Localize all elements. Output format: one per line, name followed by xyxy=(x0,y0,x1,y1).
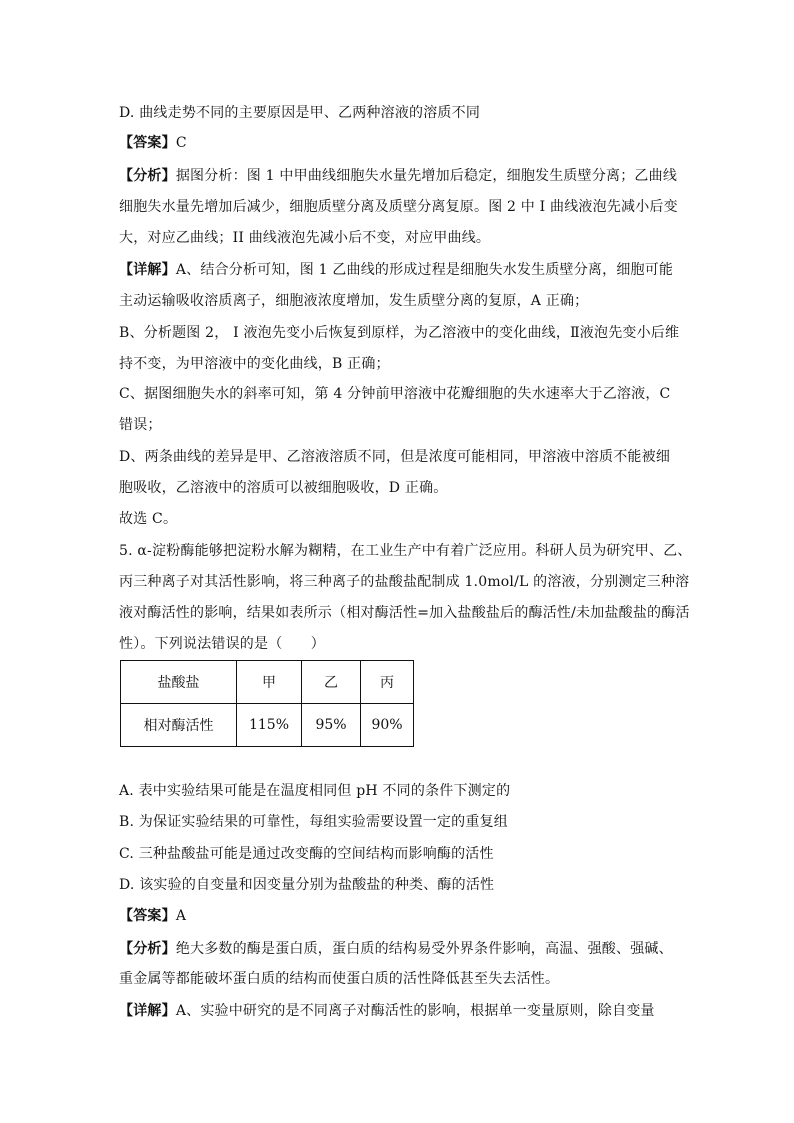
conclusion-line: 故选 C。 xyxy=(119,511,178,527)
text-line: 错误； xyxy=(119,417,162,433)
answer-line: 【答案】A xyxy=(119,908,187,924)
question-5-line: 5. α-淀粉酶能够把淀粉水解为糊精，在工业生产中有着广泛应用。科研人员为研究甲、乙、 xyxy=(119,543,692,559)
text-line: 细胞失水量先增加后减少，细胞质壁分离及质壁分离复原。图 2 中 I 曲线液泡先减小后变 xyxy=(119,199,678,215)
option-d-line: D. 该实验的自变量和因变量分别为盐酸盐的种类、酶的活性 xyxy=(119,877,495,893)
text-line: 大，对应乙曲线；II 曲线液泡先减小后不变，对应甲曲线。 xyxy=(119,230,491,246)
text-line: 主动运输吸收溶质离子，细胞液浓度增加，发生质壁分离的复原，A 正确； xyxy=(119,293,589,309)
text-line: C、据图细胞失水的斜率可知，第 4 分钟前甲溶液中花瓣细胞的失水速率大于乙溶液，C xyxy=(119,386,671,402)
answer-line: 【答案】C xyxy=(119,135,187,151)
text-line: 性）。下列说法错误的是（ ） xyxy=(119,636,325,652)
option-b-line: B. 为保证实验结果的可靠性，每组实验需要设置一定的重复组 xyxy=(119,814,508,830)
table-header-cell: 乙 xyxy=(302,661,361,704)
table-header-row xyxy=(121,661,414,704)
table-cell: 115% xyxy=(237,704,302,747)
analysis-line: 【分析】据图分析：图 1 中甲曲线细胞失水量先增加后稳定，细胞发生质壁分离；乙曲线 xyxy=(119,168,678,184)
text-line: 胞吸收，乙溶液中的溶质可以被细胞吸收，D 正确。 xyxy=(119,480,448,496)
detail-line: 【详解】A、结合分析可知，图 1 乙曲线的形成过程是细胞失水发生质壁分离，细胞可能 xyxy=(119,262,674,278)
text-line: D、两条曲线的差异是甲、乙溶液溶质不同，但是浓度可能相同，甲溶液中溶质不能被细 xyxy=(119,449,671,465)
table-row xyxy=(121,704,414,747)
text-line: 液对酶活性的影响，结果如表所示（相对酶活性=加入盐酸盐后的酶活性/未加盐酸盐的酶活 xyxy=(119,605,690,621)
detail-line: 【详解】A、实验中研究的是不同离子对酶活性的影响，根据单一变量原则，除自变量 xyxy=(119,1003,655,1019)
table-cell: 90% xyxy=(361,704,414,747)
option-c-line: C. 三种盐酸盐可能是通过改变酶的空间结构而影响酶的活性 xyxy=(119,846,494,862)
table-header-cell: 盐酸盐 xyxy=(121,661,237,704)
table-header-cell: 甲 xyxy=(237,661,302,704)
table-cell: 相对酶活性 xyxy=(121,704,237,747)
analysis-line: 【分析】绝大多数的酶是蛋白质，蛋白质的结构易受外界条件影响，高温、强酸、强碱、 xyxy=(119,941,673,957)
table-header-cell: 丙 xyxy=(361,661,414,704)
table-cell: 95% xyxy=(302,704,361,747)
option-a-line: A. 表中实验结果可能是在温度相同但 pH 不同的条件下测定的 xyxy=(119,783,511,799)
text-line: 丙三种离子对其活性影响，将三种离子的盐酸盐配制成 1.0mol/L 的溶液，分别测定三种溶 xyxy=(119,574,690,590)
text-line: B、分析题图 2， I 液泡先变小后恢复到原样，为乙溶液中的变化曲线，Ⅱ液泡先变小后维 xyxy=(119,325,680,341)
option-d-line: D. 曲线走势不同的主要原因是甲、乙两种溶液的溶质不同 xyxy=(119,105,481,121)
text-line: 重金属等都能破坏蛋白质的结构而使蛋白质的活性降低甚至失去活性。 xyxy=(119,971,560,987)
text-line: 持不变，为甲溶液中的变化曲线，B 正确； xyxy=(119,356,390,372)
enzyme-activity-table xyxy=(120,660,414,747)
